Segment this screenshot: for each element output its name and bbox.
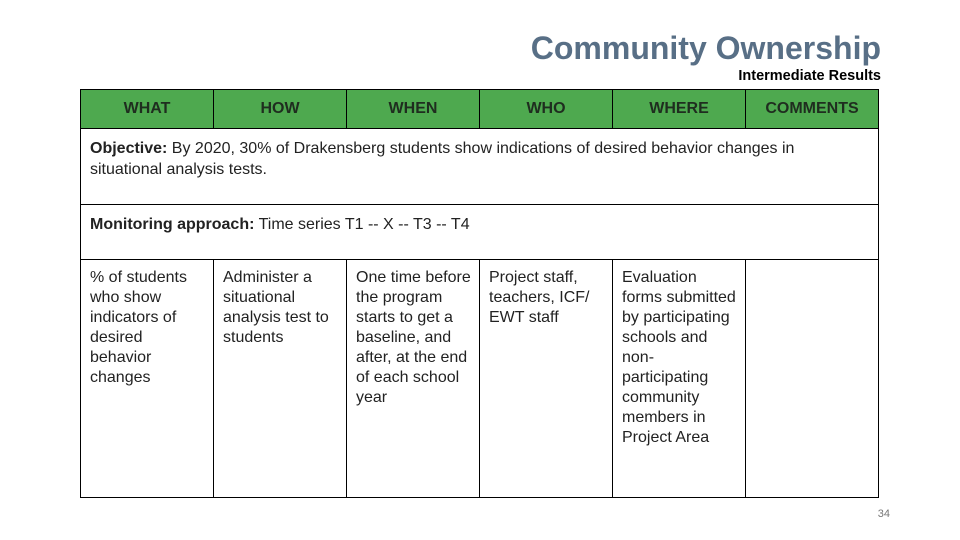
- objective-cell: [81, 129, 879, 205]
- cell-comments: [746, 260, 879, 498]
- table-row: [81, 260, 879, 498]
- header-how: HOW: [214, 90, 347, 129]
- cell-how: Administer a situational analysis test to students: [214, 260, 347, 498]
- header-comments: COMMENTS: [746, 90, 879, 129]
- objective-label: Objective:: [90, 140, 168, 157]
- results-table: [80, 89, 879, 498]
- header-when: WHEN: [347, 90, 480, 129]
- cell-when: One time before the program starts to get a baseline, and after, at the end of each school year: [347, 260, 480, 498]
- monitoring-text: Time series T1 -- X -- T3 -- T4: [254, 216, 470, 233]
- objective-text: By 2020, 30% of Drakensberg students show indications of desired behavior changes in situational analysis tests.: [90, 140, 795, 178]
- slide-subtitle: Intermediate Results: [738, 68, 881, 84]
- objective-row: [81, 129, 879, 205]
- cell-what: % of students who show indicators of desired behavior changes: [81, 260, 214, 498]
- slide-title: Community Ownership: [530, 30, 881, 66]
- header-where: WHERE: [613, 90, 746, 129]
- page-number: 34: [877, 508, 890, 520]
- monitoring-label: Monitoring approach:: [90, 216, 255, 233]
- table-header-row: [81, 90, 879, 129]
- cell-where: Evaluation forms submitted by participating schools and non-participating community members in Project Area: [613, 260, 746, 498]
- cell-who: Project staff, teachers, ICF/ EWT staff: [480, 260, 613, 498]
- monitoring-row: [81, 205, 879, 260]
- monitoring-cell: [81, 205, 879, 260]
- header-who: WHO: [480, 90, 613, 129]
- header-what: WHAT: [81, 90, 214, 129]
